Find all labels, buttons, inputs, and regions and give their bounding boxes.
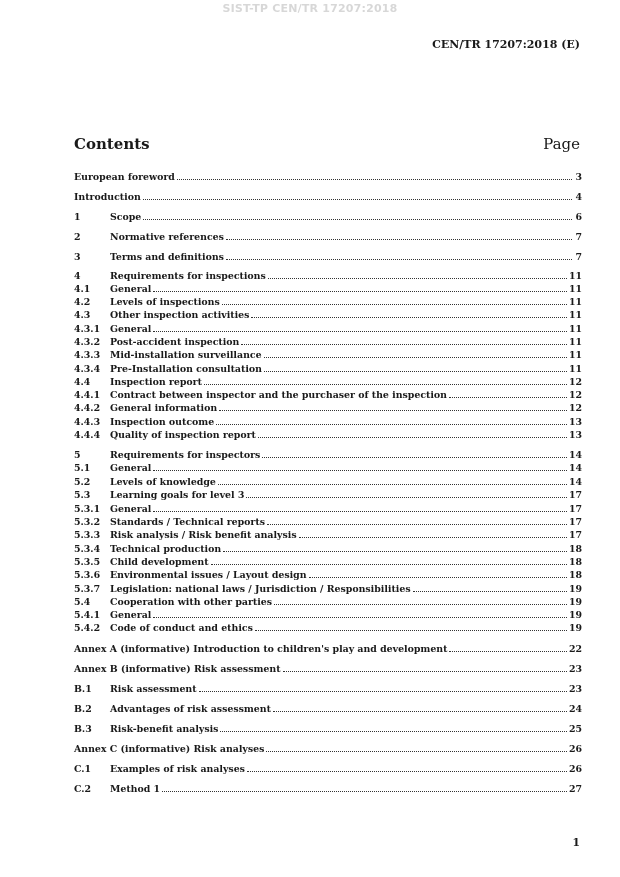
toc-entry-number: 4.4.4	[74, 430, 101, 441]
toc-entry-title: Requirements for inspectors	[110, 450, 261, 461]
dot-leader	[218, 475, 567, 485]
toc-entry[interactable]	[74, 782, 582, 795]
toc-entry-number: 4.4.2	[74, 403, 101, 414]
toc-entry-page: 11	[568, 284, 582, 295]
toc-entry[interactable]	[74, 568, 582, 581]
toc-entry-number: 4.3.3	[74, 350, 101, 361]
toc-entry[interactable]	[74, 722, 582, 735]
dot-leader	[241, 335, 567, 345]
toc-entry-page: 13	[568, 417, 582, 428]
toc-entry-title: Examples of risk analyses	[110, 764, 245, 775]
toc-entry-page: 23	[568, 664, 582, 675]
dot-leader	[247, 762, 567, 772]
toc-entry[interactable]	[74, 210, 582, 223]
toc-entry-number: 5.3.7	[74, 584, 101, 595]
toc-entry[interactable]	[74, 375, 582, 388]
toc-entry[interactable]	[74, 515, 582, 528]
dot-leader	[220, 722, 567, 732]
toc-entry-title: Annex C (informative) Risk analyses	[74, 744, 265, 755]
toc-entry-page: 11	[568, 271, 582, 282]
toc-entry-page: 7	[575, 232, 582, 243]
toc-entry[interactable]	[74, 582, 582, 595]
toc-entry-number: 4.3.4	[74, 364, 101, 375]
dot-leader	[283, 662, 567, 672]
dot-leader	[246, 488, 567, 498]
toc-entry-title: Inspection outcome	[110, 417, 215, 428]
toc-entry-number: 5.3.3	[74, 530, 101, 541]
toc-entry-title: Inspection report	[110, 377, 202, 388]
toc-entry[interactable]	[74, 230, 582, 243]
page-number: 1	[572, 836, 580, 849]
document-id: CEN/TR 17207:2018 (E)	[432, 38, 580, 51]
toc-entry-page: 18	[568, 557, 582, 568]
toc-entry[interactable]	[74, 282, 582, 295]
dot-leader	[143, 210, 572, 220]
dot-leader	[264, 362, 567, 372]
toc-entry[interactable]	[74, 542, 582, 555]
toc-entry-title: General	[110, 463, 152, 474]
dot-leader	[153, 502, 567, 512]
toc-entry-title: Other inspection activities	[110, 310, 250, 321]
toc-entry-page: 25	[568, 724, 582, 735]
toc-entry[interactable]	[74, 595, 582, 608]
toc-entry-title: Annex B (informative) Risk assessment	[74, 664, 281, 675]
toc-entry[interactable]	[74, 642, 582, 655]
toc-entry-number: 4.4.3	[74, 417, 101, 428]
dot-leader	[449, 642, 567, 652]
toc-entry-title: Terms and definitions	[110, 252, 224, 263]
toc-entry-title: General	[110, 504, 152, 515]
toc-entry[interactable]	[74, 502, 582, 515]
toc-entry[interactable]	[74, 362, 582, 375]
toc-entry[interactable]	[74, 461, 582, 474]
dot-leader	[199, 682, 567, 692]
dot-leader	[309, 568, 567, 578]
toc-entry-number: 5.4	[74, 597, 91, 608]
toc-entry-page: 18	[568, 544, 582, 555]
toc-entry[interactable]	[74, 308, 582, 321]
toc-entry-title: Learning goals for level 3	[110, 490, 245, 501]
dot-leader	[274, 595, 567, 605]
toc-entry-number: 4.3	[74, 310, 91, 321]
toc-entry[interactable]	[74, 621, 582, 634]
dot-leader	[251, 308, 567, 318]
toc-entry-number: 4.4	[74, 377, 91, 388]
toc-entry-title: Levels of inspections	[110, 297, 220, 308]
toc-entry-title: Normative references	[110, 232, 224, 243]
toc-entry[interactable]	[74, 295, 582, 308]
toc-entry[interactable]	[74, 608, 582, 621]
toc-entry-title: Contract between inspector and the purchaser of the inspection	[110, 390, 447, 401]
toc-entry-page: 18	[568, 570, 582, 581]
toc-entry-number: B.3	[74, 724, 92, 735]
toc-entry-number: 5.3.6	[74, 570, 101, 581]
toc-entry-title: Standards / Technical reports	[110, 517, 265, 528]
toc-entry[interactable]	[74, 555, 582, 568]
dot-leader	[413, 582, 567, 592]
dot-leader	[153, 282, 567, 292]
toc-entry-page: 11	[568, 297, 582, 308]
toc-entry[interactable]	[74, 190, 582, 203]
dot-leader	[267, 515, 567, 525]
toc-entry-title: Quality of inspection report	[110, 430, 256, 441]
toc-entry-page: 11	[568, 337, 582, 348]
toc-entry[interactable]	[74, 742, 582, 755]
toc-entry-title: Annex A (informative) Introduction to children's play and development	[74, 644, 448, 655]
toc-entry-number: 4.3.2	[74, 337, 101, 348]
toc-entry-title: Mid-installation surveillance	[110, 350, 262, 361]
toc-entry-title: Pre-Installation consultation	[110, 364, 262, 375]
toc-entry-page: 13	[568, 430, 582, 441]
toc-entry-page: 19	[568, 623, 582, 634]
toc-entry-title: General information	[110, 403, 218, 414]
toc-entry-title: Introduction	[74, 192, 141, 203]
toc-entry-page: 19	[568, 584, 582, 595]
dot-leader	[204, 375, 567, 385]
toc-entry[interactable]	[74, 488, 582, 501]
contents-title: Contents	[74, 135, 150, 153]
toc-entry-number: C.1	[74, 764, 92, 775]
toc-entry[interactable]	[74, 448, 582, 461]
toc-entry-page: 3	[575, 172, 582, 183]
toc-entry-page: 19	[568, 610, 582, 621]
dot-leader	[268, 269, 567, 279]
toc-entry[interactable]	[74, 170, 582, 183]
toc-entry-number: 3	[74, 252, 81, 263]
toc-entry-number: 5.3.2	[74, 517, 101, 528]
toc-entry-page: 14	[568, 463, 582, 474]
toc-entry-title: Risk assessment	[110, 684, 197, 695]
dot-leader	[258, 428, 567, 438]
toc-entry-page: 11	[568, 350, 582, 361]
dot-leader	[216, 415, 567, 425]
toc-entry-number: 1	[74, 212, 81, 223]
page-column-label: Page	[543, 135, 580, 153]
dot-leader	[226, 230, 572, 240]
toc-entry-title: Method 1	[110, 784, 161, 795]
toc-entry-page: 22	[568, 644, 582, 655]
toc-entry-number: 5.4.2	[74, 623, 101, 634]
toc-entry-number: 5.3.4	[74, 544, 101, 555]
toc-entry[interactable]	[74, 528, 582, 541]
toc-entry-number: 5.2	[74, 477, 91, 488]
toc-entry-title: Risk analysis / Risk benefit analysis	[110, 530, 297, 541]
toc-entry-page: 27	[568, 784, 582, 795]
toc-entry-page: 11	[568, 310, 582, 321]
toc-entry[interactable]	[74, 250, 582, 263]
toc-entry-number: 5	[74, 450, 81, 461]
toc-entry-number: 4.4.1	[74, 390, 101, 401]
toc-entry-title: Advantages of risk assessment	[110, 704, 271, 715]
toc-entry-page: 17	[568, 504, 582, 515]
toc-entry-page: 4	[575, 192, 582, 203]
toc-entry-page: 17	[568, 517, 582, 528]
toc-entry-page: 26	[568, 744, 582, 755]
toc-entry-page: 19	[568, 597, 582, 608]
dot-leader	[153, 608, 567, 618]
toc-entry-number: 4	[74, 271, 81, 282]
toc-entry-title: Child development	[110, 557, 209, 568]
toc-entry-title: Environmental issues / Layout design	[110, 570, 307, 581]
toc-entry[interactable]	[74, 269, 582, 282]
toc-entry-number: 5.4.1	[74, 610, 101, 621]
toc-entry-title: Cooperation with other parties	[110, 597, 273, 608]
dot-leader	[273, 702, 567, 712]
toc-entry[interactable]	[74, 428, 582, 441]
dot-leader	[143, 190, 572, 200]
dot-leader	[226, 250, 572, 260]
toc-entry[interactable]	[74, 388, 582, 401]
toc-entry-page: 7	[575, 252, 582, 263]
dot-leader	[153, 461, 567, 471]
toc-entry-page: 26	[568, 764, 582, 775]
dot-leader	[264, 348, 567, 358]
toc-entry[interactable]	[74, 682, 582, 695]
toc-entry-page: 12	[568, 377, 582, 388]
toc-entry-title: Legislation: national laws / Jurisdiction / Responsibilities	[110, 584, 411, 595]
toc-entry-page: 24	[568, 704, 582, 715]
dot-leader	[177, 170, 572, 180]
toc-entry-page: 23	[568, 684, 582, 695]
dot-leader	[211, 555, 567, 565]
toc-entry[interactable]	[74, 702, 582, 715]
toc-entry-number: 4.2	[74, 297, 91, 308]
toc-entry-title: European foreword	[74, 172, 175, 183]
dot-leader	[262, 448, 567, 458]
toc-entry-page: 17	[568, 530, 582, 541]
toc-entry-number: B.1	[74, 684, 92, 695]
toc-entry-page: 11	[568, 364, 582, 375]
dot-leader	[299, 528, 567, 538]
toc-entry-title: General	[110, 284, 152, 295]
toc-entry-title: Technical production	[110, 544, 222, 555]
toc-entry-number: 4.1	[74, 284, 91, 295]
dot-leader	[162, 782, 567, 792]
watermark: SIST-TP CEN/TR 17207:2018	[222, 2, 398, 15]
toc-entry-number: 5.1	[74, 463, 91, 474]
toc-entry-number: 4.3.1	[74, 324, 101, 335]
toc-entry[interactable]	[74, 762, 582, 775]
dot-leader	[449, 388, 567, 398]
toc-entry[interactable]	[74, 662, 582, 675]
toc-entry-title: General	[110, 610, 152, 621]
toc-entry-number: 5.3.1	[74, 504, 101, 515]
dot-leader	[223, 542, 567, 552]
toc-entry[interactable]	[74, 475, 582, 488]
toc-entry-title: Post-accident inspection	[110, 337, 240, 348]
toc-entry-title: Scope	[110, 212, 142, 223]
toc-entry-title: Risk-benefit analysis	[110, 724, 219, 735]
toc-entry[interactable]	[74, 322, 582, 335]
toc-entry[interactable]	[74, 401, 582, 414]
toc-entry-page: 11	[568, 324, 582, 335]
toc-entry-title: Levels of knowledge	[110, 477, 216, 488]
toc-entry[interactable]	[74, 415, 582, 428]
toc-entry-number: 2	[74, 232, 81, 243]
toc-entry-number: C.2	[74, 784, 92, 795]
dot-leader	[222, 295, 567, 305]
dot-leader	[153, 322, 567, 332]
toc-entry-title: Requirements for inspections	[110, 271, 266, 282]
dot-leader	[266, 742, 567, 752]
toc-entry-title: General	[110, 324, 152, 335]
toc-entry-page: 14	[568, 450, 582, 461]
toc-entry-page: 6	[575, 212, 582, 223]
toc-entry-number: 5.3.5	[74, 557, 101, 568]
toc-entry-page: 12	[568, 403, 582, 414]
dot-leader	[219, 401, 567, 411]
toc-entry-number: 5.3	[74, 490, 91, 501]
toc-entry-page: 14	[568, 477, 582, 488]
toc-entry[interactable]	[74, 335, 582, 348]
toc-entry-page: 12	[568, 390, 582, 401]
toc-entry[interactable]	[74, 348, 582, 361]
toc-entry-title: Code of conduct and ethics	[110, 623, 253, 634]
toc-entry-page: 17	[568, 490, 582, 501]
toc-entry-number: B.2	[74, 704, 92, 715]
dot-leader	[255, 621, 567, 631]
